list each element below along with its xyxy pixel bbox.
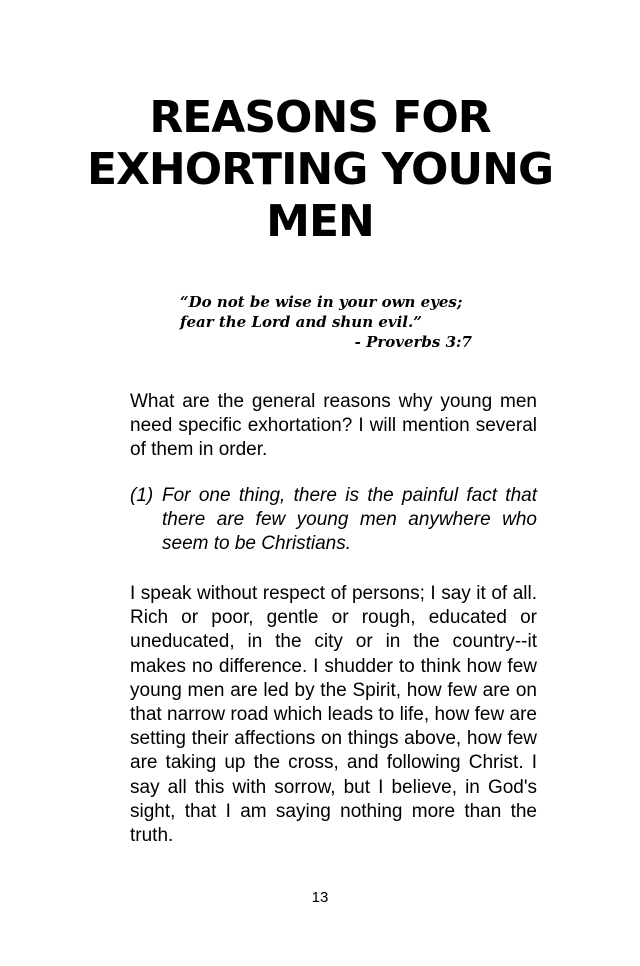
chapter-title	[0, 92, 640, 248]
epigraph-source: - Proverbs 3:7	[354, 333, 472, 351]
chapter-title-line-3: MEN	[266, 196, 374, 247]
chapter-title-line-1: REASONS FOR	[149, 92, 491, 143]
point-1	[130, 484, 537, 557]
point-1-text: For one thing, there is the painful fact that there are few young men anywhere who seem to be Christians.	[162, 485, 537, 555]
body-paragraph: I speak without respect of persons; I say it of all. Rich or poor, gentle or rough, educated or uneducated, in the city or in the country--it makes no difference. I shudder to think how few young men are led by the Spirit, how few are on that narrow road which leads to life, how few are setting their affections on things above, how few are taking up the cross, and following Christ. I say all this with sorrow, but I believe, in God's sight, that I am saying nothing more than the truth.	[130, 583, 537, 847]
point-1-number: (1)	[130, 485, 154, 506]
intro-paragraph: What are the general reasons why young men need specific exhortation? I will mention several of them in order.	[130, 391, 537, 461]
epigraph-quote: “Do not be wise in your own eyes; fear the Lord and shun evil.”	[180, 293, 463, 331]
page-number: 13	[311, 889, 329, 906]
epigraph	[180, 292, 480, 352]
chapter-title-line-2: EXHORTING YOUNG	[86, 144, 554, 195]
